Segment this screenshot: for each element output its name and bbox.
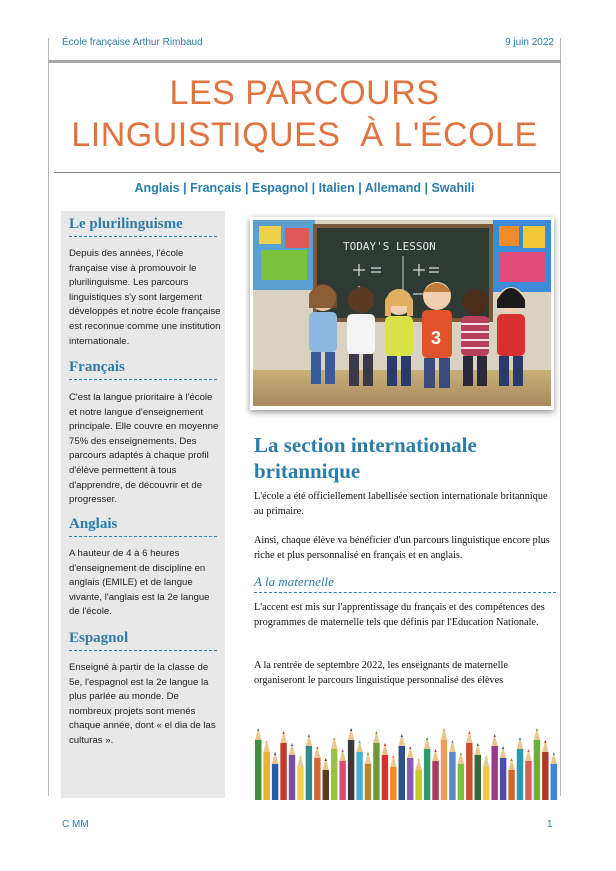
pencil <box>323 758 329 800</box>
pencil <box>483 755 489 800</box>
pencil <box>500 746 506 800</box>
pencil <box>415 758 421 800</box>
header-date: 9 juin 2022 <box>505 37 554 48</box>
pencil <box>491 734 497 800</box>
sidebar-text-anglais: A hauteur de 4 à 6 heures d'enseignement de discipline en anglais (EMILE) et de langue vivante, l'anglais est la 2e langue de l'école. <box>69 548 210 618</box>
pencil <box>441 728 447 800</box>
pencil <box>508 758 514 800</box>
sidebar-text-francais: C'est la langue prioritaire à l'école et notre langue d'enseignement principale. Elle couvre en moyenne 75% des enseignements. Des parcours adaptés à chaque profil d'élève permettent à tous d'apprendre, de découvrir et de progresser. <box>69 392 219 506</box>
sidebar <box>61 211 225 798</box>
pencil <box>331 737 337 800</box>
pencil <box>475 743 481 800</box>
pencil <box>382 743 388 800</box>
pencil <box>263 740 269 800</box>
pencil <box>272 752 278 800</box>
pencil <box>314 746 320 800</box>
pencil <box>534 728 540 800</box>
pencil <box>373 731 379 800</box>
pencil <box>525 749 531 800</box>
page-number: 1 <box>547 819 553 830</box>
paragraph-label: L'école a été officiellement labellisée section internationale britannique au primaire. <box>254 491 548 518</box>
sidebar-heading-francais: Français <box>69 359 217 380</box>
shirt-number: 3 <box>431 328 442 348</box>
paragraph-parcours: Ainsi, chaque élève va bénéficier d'un parcours linguistique encore plus riche et plus personnalisé en français et en anglais. <box>254 535 550 562</box>
paragraph-rentree: A la rentrée de septembre 2022, les enseignants de maternelle organiseront le parcours linguistique personnalisé des élèves <box>254 660 508 687</box>
pencil <box>424 737 430 800</box>
pencil <box>551 752 557 800</box>
sidebar-text-espagnol: Enseigné à partir de la classe de 5e, l'espagnol est la 2e langue la plus parlée au monde. De nombreux projets sont menés chaque année, dont « el dia de las culturas ». <box>69 662 216 746</box>
pencil <box>449 740 455 800</box>
classroom-photo-frame <box>250 217 554 410</box>
sidebar-heading-plurilinguisme: Le plurilinguisme <box>69 216 217 237</box>
title-rule <box>54 172 560 173</box>
pencil <box>407 746 413 800</box>
pencil <box>390 755 396 800</box>
pencil <box>466 731 472 800</box>
pencil <box>542 740 548 800</box>
classroom-photo-illustration <box>253 220 551 406</box>
pencil <box>255 728 261 800</box>
footer-left: C MM <box>62 819 89 830</box>
pencil <box>280 731 286 800</box>
colored-pencils-image <box>254 718 558 800</box>
title-line-1: LES PARCOURS <box>169 74 440 112</box>
header-school: École française Arthur Rimbaud <box>62 37 203 48</box>
header-rule <box>48 60 561 63</box>
paragraph-maternelle: L'accent est mis sur l'apprentissage du français et des compétences des programmes de maternelle tels que définis par l'Education Nationale. <box>254 602 545 629</box>
chalkboard-text: TODAY'S LESSON <box>343 240 436 253</box>
pencil <box>458 752 464 800</box>
pencil <box>356 740 362 800</box>
section-title: La section internationale britannique <box>254 433 477 483</box>
pencil <box>365 752 371 800</box>
languages-bar: Anglais | Français | Espagnol | Italien | Allemand | Swahili <box>134 181 475 195</box>
subheading-maternelle: A la maternelle <box>254 574 556 593</box>
pencil <box>517 737 523 800</box>
title-line-2: LINGUISTIQUES À L'ÉCOLE <box>71 116 538 154</box>
pencil <box>306 734 312 800</box>
pencil <box>297 755 303 800</box>
pencil <box>432 749 438 800</box>
classroom-photo <box>253 220 551 406</box>
sidebar-heading-espagnol: Espagnol <box>69 630 217 651</box>
sidebar-heading-anglais: Anglais <box>69 516 217 537</box>
pencil <box>348 728 354 800</box>
pencil <box>289 743 295 800</box>
sidebar-text-plurilinguisme: Depuis des années, l'école française vise à promouvoir le plurilinguisme. Les parcours linguistiques s'y sont largement développés et notre école française est reconnue comme une institution internationale. <box>69 248 221 347</box>
pencil <box>339 749 345 800</box>
pencil <box>399 734 405 800</box>
page-title <box>48 72 561 156</box>
